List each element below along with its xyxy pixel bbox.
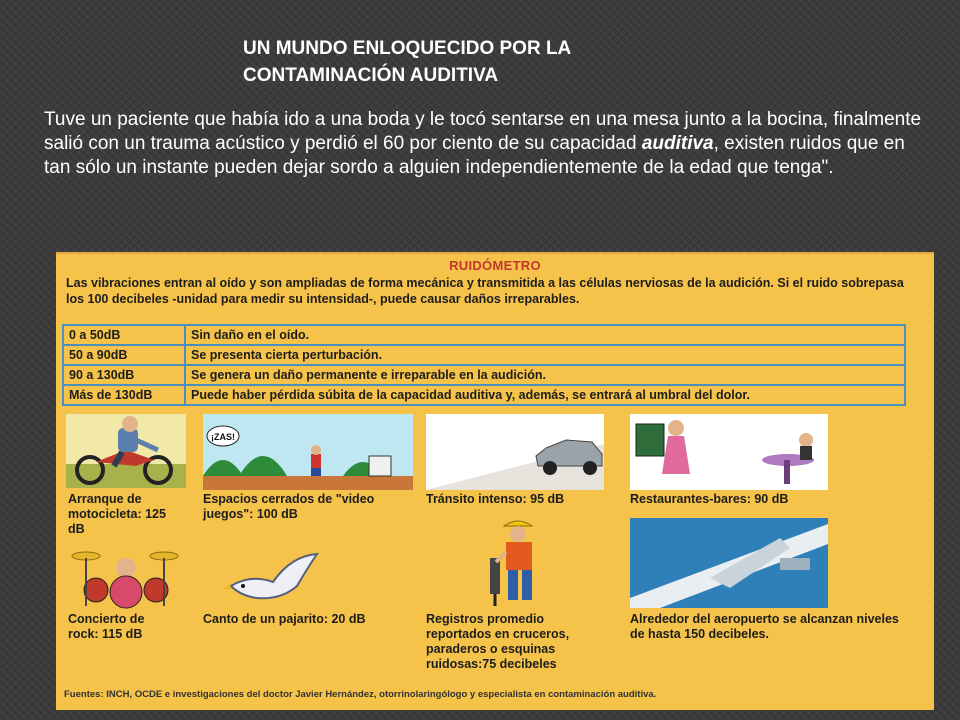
level-effect: Puede haber pérdida súbita de la capacidad auditiva y, además, se entrará al umbral del dolor. [185, 385, 905, 405]
intro-emphasis: auditiva [641, 133, 714, 154]
slide-title-line2: CONTAMINACIÓN AUDITIVA [243, 65, 499, 86]
noise-levels-table [62, 324, 906, 406]
example-caption: Registros promedio reportados en cruceros, paraderos o esquinas ruidosas:75 decibeles [426, 612, 570, 671]
panel-description: Las vibraciones entran al oído y son ampliadas de forma mecánica y transmitida a las células nerviosas de la audición. Si el ruido sobrepasa los 100 decibeles -unidad para medir su intensidad-, puede causar daños irreparables. [66, 276, 904, 306]
example-rock-concert [64, 544, 189, 674]
example-caption: Canto de un pajarito: 20 dB [203, 612, 366, 626]
level-effect: Se presenta cierta perturbación. [185, 345, 905, 365]
drums-icon [66, 546, 186, 610]
speech-bubble-text: ¡ZAS! [211, 432, 235, 442]
bird-icon [221, 546, 321, 610]
level-range: 50 a 90dB [63, 345, 185, 365]
example-bird [201, 544, 416, 674]
panel-title: RUIDÓMETRO [449, 258, 541, 273]
table-row [63, 385, 905, 405]
example-caption: Restaurantes-bares: 90 dB [630, 492, 789, 506]
slide-title-line1: UN MUNDO ENLOQUECIDO POR LA [243, 38, 572, 59]
table-row [63, 365, 905, 385]
video-game-icon [203, 414, 413, 490]
intro-paragraph [44, 108, 924, 180]
ruidometro-panel [56, 252, 934, 710]
level-range: 0 a 50dB [63, 325, 185, 345]
example-caption: Arranque de motocicleta: 125 dB [68, 492, 166, 536]
example-caption: Tránsito intenso: 95 dB [426, 492, 565, 506]
example-jackhammer [424, 516, 614, 676]
level-range: 90 a 130dB [63, 365, 185, 385]
restaurant-icon [630, 414, 828, 490]
motorcycle-icon [66, 414, 186, 488]
example-caption: Alrededor del aeropuerto se alcanzan niveles de hasta 150 decibeles. [630, 612, 899, 641]
example-motorcycle [64, 412, 189, 542]
sources-footer: Fuentes: INCH, OCDE e investigaciones del doctor Javier Hernández, otorrinolaringólogo y especialista en contaminación auditiva. [64, 689, 657, 700]
example-airport [628, 516, 918, 676]
airplane-icon [630, 518, 828, 608]
table-row [63, 345, 905, 365]
jackhammer-worker-icon [484, 518, 564, 608]
level-effect: Se genera un daño permanente e irreparable en la audición. [185, 365, 905, 385]
intro-text-part2: , existen ruidos que en tan sólo un instante pueden dejar sordo a alguien independientemente de la edad que tenga". [44, 133, 905, 178]
intro-text-part1: Tuve un paciente que había ido a una boda y le tocó sentarse en una mesa junto a la bocina, finalmente salió con un trauma acústico y perdió el 60 por ciento de su capacidad [44, 109, 922, 154]
example-caption: Concierto de rock: 115 dB [68, 612, 145, 641]
level-effect: Sin daño en el oído. [185, 325, 905, 345]
example-caption: Espacios cerrados de "video juegos": 100 dB [203, 492, 375, 521]
table-row [63, 325, 905, 345]
level-range: Más de 130dB [63, 385, 185, 405]
example-video-games [201, 412, 416, 542]
slide-title [243, 35, 763, 89]
car-icon [426, 414, 604, 490]
